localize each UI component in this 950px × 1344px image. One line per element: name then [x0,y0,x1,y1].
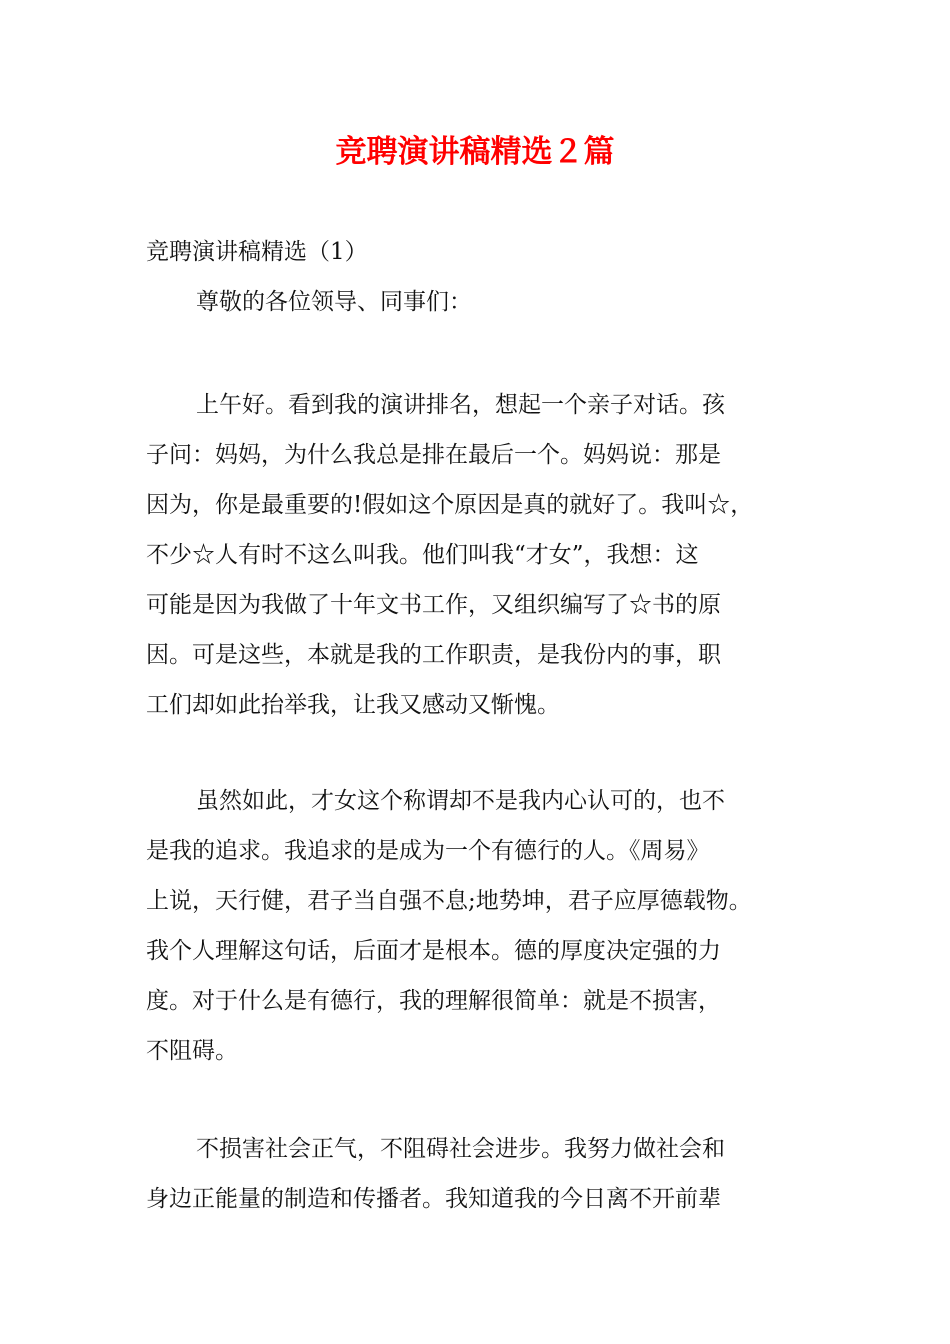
document-title: 竞聘演讲稿精选２篇 [335,134,615,170]
paragraph-line: 因。可是这些，本就是我的工作职责，是我份内的事，职 [146,642,721,668]
paragraph-line: 上说，天行健，君子当自强不息;地势坤，君子应厚德载物。 [146,888,752,914]
paragraph-line: 度。对于什么是有德行，我的理解很简单：就是不损害， [146,988,721,1014]
paragraph-line: 不损害社会正气，不阻碍社会进步。我努力做社会和 [196,1136,725,1162]
paragraph-line: 因为，你是最重要的!假如这个原因是真的就好了。我叫☆， [146,492,754,518]
paragraph-line: 身边正能量的制造和传播者。我知道我的今日离不开前辈 [146,1186,721,1212]
paragraph-3 [146,1124,811,1224]
paragraph-1 [146,380,811,730]
paragraph-line: 工们却如此抬举我，让我又感动又惭愧。 [146,692,560,718]
paragraph-line: 我个人理解这句话，后面才是根本。德的厚度决定强的力 [146,938,721,964]
paragraph-line: 上午好。看到我的演讲排名，想起一个亲子对话。孩 [196,392,725,418]
paragraph-2 [146,776,811,1076]
paragraph-line: 子问：妈妈，为什么我总是排在最后一个。妈妈说：那是 [146,442,721,468]
paragraph-line: 是我的追求。我追求的是成为一个有德行的人。《周易》 [146,838,710,864]
document-subtitle: 竞聘演讲稿精选（1） [146,239,368,265]
salutation: 尊敬的各位领导、同事们： [196,289,472,315]
paragraph-line: 可能是因为我做了十年文书工作，又组织编写了☆书的原 [146,592,721,618]
paragraph-line: 不少☆人有时不这么叫我。他们叫我“才女”，我想：这 [146,542,699,568]
paragraph-line: 不阻碍。 [146,1038,238,1064]
paragraph-line: 虽然如此，才女这个称谓却不是我内心认可的，也不 [196,788,725,814]
